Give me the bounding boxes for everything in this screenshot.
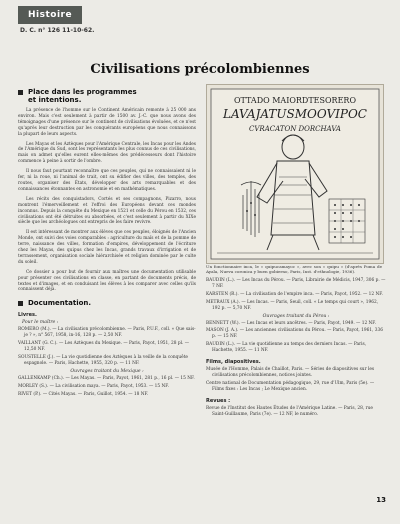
reference-item: MORLEY (S.). — La civilisation maya. — Paris, Payot, 1953. — 15 NF. [18,383,169,389]
illustration-quipucamayoc [206,84,384,264]
reference-item: BENNETT (W.). — Les Incas et leurs ancêtres. — Paris, Payot, 1949. — 12 NF. [206,320,376,326]
subheading-reviews: Revues : [206,397,231,404]
reference-item: MASON (J. A.). — Les anciennes civilisations du Pérou. — Paris, Payot, 1961, 336 p. — 15 NF. [206,328,383,340]
paragraph: Les récits des conquistadors, Cortés et ses compagnons, Pizarro, nous montrent l'émerveillement et l'effroi des Européens devant ces mondes inconnus. Depuis la conquête du Mexique en 1521 et celle du Pérou en 1532, ces civilisations ont été détruites ou absorbées, et c'est seulement à partir du XIXe siècle que les archéologues ont entrepris de les faire revivre. [18,196,196,226]
subheading-films: Films, diapositives. [206,359,261,366]
reference-item: Revue de l'Institut des Hautes Études de l'Amérique Latine. — Paris, 28, rue Saint-Guillaume, Paris (7e). — 12 NF, le numéro. [206,405,373,417]
banner-line-1: OTTADO MAIORDTESORERO [233,96,357,105]
subheading-for-teacher: Pour le maître : [22,320,59,326]
reference-item: RIVET (P.). — Cités Mayas. — Paris, Guillot, 1954. — 18 NF. [18,391,149,397]
reference-item: KARSTEN (R.). — La civilisation de l'empire inca. — Paris, Payot, 1952. — 12 NF. [206,291,383,297]
paragraph: La présence de l'homme sur le Continent Américain remonte à 25 000 ans environ. Mais c'est seulement à partir de 1500 av. J.-C. que nous avons des témoignages d'une présence sur le continent de civilisations évoluées, et ce n'est qu'après leur destruction par les conquérants européens que nous connaissons la plupart de leurs aspects. [18,108,196,137]
woodcut-drawing-icon [207,85,383,263]
section-heading-text: Documentation. [28,299,92,308]
subheading-peru: Ouvrages traitant du Pérou : [262,313,330,319]
page-header [0,0,400,38]
banner-line-3: CVRACATON DORCHAVA [249,125,341,133]
reference-item: VAILLANT (G. C.). — Les Aztèques du Mexique. — Paris, Payot, 1951, 28 pl. — 12,50 NF. [18,341,189,353]
section-heading-line2: et intentions. [28,96,82,104]
reference-item: METRAUX (A.). — Les Incas. — Paris, Seuil, coll. « Le temps qui court », 1962, 192 p. — 5,70 NF. [206,299,379,311]
square-bullet-icon [18,301,23,306]
reference-item: ROMERO (M.). — La civilisation précolombienne. — Paris, P.U.F., coll. « Que sais-je ? », n° 567, 1958, in-16, 128 p. — 2,50 NF. [18,327,196,339]
paragraph: Ce dossier a pour but de fournir aux maîtres une documentation utilisable pour présenter ces civilisations en classe, en partant de documents précis, de textes et d'images, et en conduisant les élèves à les comparer avec celles qu'ils connaissent déjà. [18,269,196,293]
reference-item: SOUSTELLE (J.). — La vie quotidienne des Aztèques à la veille de la conquête espagnole. — Paris, Hachette, 1955, 320 p. — 11 NF. [18,355,188,366]
issue-reference: D. C. n° 126 11-10-62. [20,27,95,34]
paragraph: Les Mayas et les Aztèques pour l'Amérique Centrale, les Incas pour les Andes de l'Amérique du Sud, sont les représentants les plus connus de ces civilisations, mais on admet qu'elles eurent elles-mêmes des prédécesseurs dont l'histoire commence à peine à sortir de l'ombre. [18,141,196,165]
paragraph: Il nous faut pourtant reconnaître que ces peuples, qui ne connaissaient ni le fer, ni la roue, ni l'animal de trait, ont su édifier des villes, des temples, des routes, organiser des États, développer des arts remarquables et des connaissances étonnantes en astronomie et en mathématiques. [18,169,196,192]
section-tag: Histoire [18,6,82,24]
section-heading-line1: Place dans les programmes [28,88,137,96]
left-column [18,88,196,400]
reference-item: Centre national de Documentation pédagogique, 29, rue d'Ulm, Paris (5e). — Films fixes : Les Incas ; Le Mexique ancien. [206,380,375,392]
paragraph: Il est intéressant de montrer aux élèves que ces peuples, éloignés de l'Ancien Monde, ont suivi des voies comparables : agriculture du maïs et de la pomme de terre, naissance des villes, formation d'empires, développement de l'écriture chez les Mayas, des quipus chez les Incas, grands travaux d'irrigation et de terrassement, organisation sociale hiérarchisée et religion dominée par le culte du soleil. [18,230,196,265]
page-number: 13 [376,496,386,504]
reference-item: BAUDIN (L.). — La vie quotidienne au temps des derniers Incas. — Paris, Hachette, 1955. — 11 NF. [206,342,367,354]
banner-line-2: LAVAJATUSMOOVIPOC [223,107,367,121]
section-heading-documentation [18,299,196,307]
reference-item: GALLENKAMP (Ch.). — Les Mayas. — Paris, Payot, 1961, 281 p., 16 pl. — 15 NF. [18,375,195,381]
subheading-mexico: Ouvrages traitant du Mexique : [70,368,144,374]
reference-item: BAUDIN (L.). — Les Incas du Pérou. — Paris, Librairie de Médicis, 1947, 306 p. — 7 NF. [206,278,386,289]
square-bullet-icon [18,90,23,95]
illustration-caption: Un fonctionnaire inca, le « quipucamayoc », avec son « quipu » (d'après Poma de Ayala, Nueva coronica y buen gobierno, Paris, Inst. d'ethnologie, 1936). [206,264,382,275]
right-column [206,278,386,420]
article-title: Civilisations précolombiennes [90,62,310,77]
subheading-books: Livres. [18,312,37,319]
section-heading-intentions [18,88,196,104]
reference-item: Musée de l'Homme, Palais de Chaillot, Paris. — Séries de diapositives sur les civilisations précolombiennes, notices jointes. [206,367,375,378]
